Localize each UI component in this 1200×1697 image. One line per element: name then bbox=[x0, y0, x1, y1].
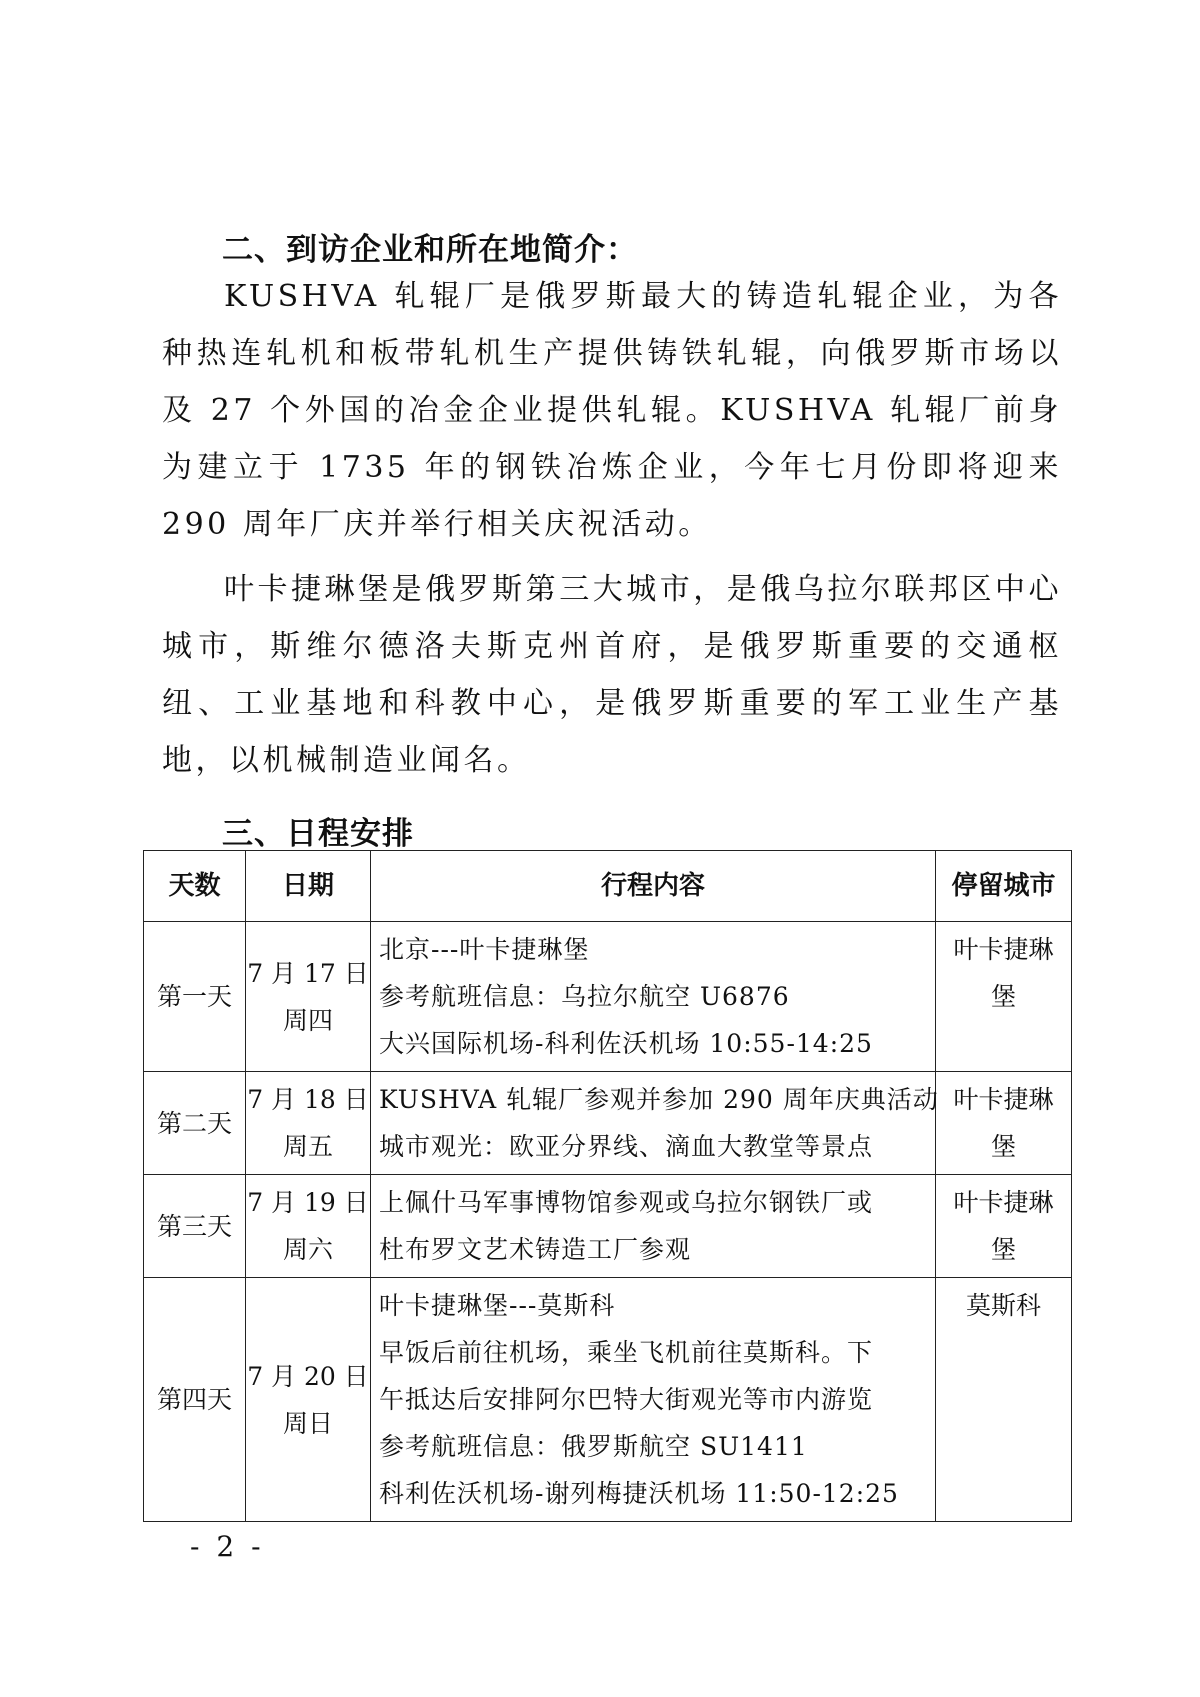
city-cell bbox=[936, 1072, 1072, 1175]
table-row bbox=[144, 922, 1072, 1072]
date-text: 7 月 17 日 bbox=[247, 958, 369, 988]
section-heading-schedule: 三、日程安排 bbox=[222, 816, 414, 852]
itinerary-line: 参考航班信息：俄罗斯航空 SU1411 bbox=[379, 1432, 808, 1461]
day-cell: 第一天 bbox=[144, 922, 246, 1072]
table-row bbox=[144, 1072, 1072, 1175]
weekday-text: 周五 bbox=[282, 1132, 333, 1161]
date-text: 7 月 19 日 bbox=[247, 1188, 369, 1217]
header-date: 日期 bbox=[246, 851, 371, 922]
itinerary-line: 城市观光：欧亚分界线、滴血大教堂等景点 bbox=[379, 1132, 874, 1161]
city-text: 莫斯科 bbox=[965, 1291, 1041, 1320]
paragraph-kushva: KUSHVA 轧辊厂是俄罗斯最大的铸造轧辊企业，为各种热连轧机和板带轧机生产提供铸铁轧辊，向俄罗斯市场以及 27 个外国的冶金企业提供轧辊。KUSHVA 轧辊厂前身为建立于 1735 年的钢铁冶炼企业，今年七月份即将迎来 290 周年厂庆并举行相关庆祝活动。 bbox=[162, 279, 1062, 542]
day-cell: 第四天 bbox=[144, 1278, 246, 1522]
city-text: 堡 bbox=[990, 1235, 1016, 1264]
city-text: 叶卡捷琳 bbox=[953, 935, 1054, 964]
itinerary-line: 科利佐沃机场-谢列梅捷沃机场 11:50-12:25 bbox=[379, 1479, 899, 1508]
itinerary-line: 叶卡捷琳堡---莫斯科 bbox=[379, 1291, 616, 1320]
page-number: - 2 - bbox=[190, 1530, 265, 1563]
table-row bbox=[144, 1278, 1072, 1522]
itinerary-line: 上佩什马军事博物馆参观或乌拉尔钢铁厂或 bbox=[379, 1188, 874, 1217]
schedule-table bbox=[143, 850, 1072, 1522]
header-itinerary: 行程内容 bbox=[371, 851, 936, 922]
date-cell bbox=[246, 922, 371, 1072]
date-cell bbox=[246, 1278, 371, 1522]
city-text: 叶卡捷琳 bbox=[953, 1085, 1054, 1114]
itinerary-cell bbox=[371, 1072, 939, 1175]
day-cell: 第二天 bbox=[144, 1072, 246, 1175]
weekday-text: 周六 bbox=[282, 1235, 333, 1264]
city-text: 堡 bbox=[990, 982, 1016, 1011]
itinerary-line: 午抵达后安排阿尔巴特大街观光等市内游览 bbox=[379, 1385, 874, 1414]
itinerary-cell bbox=[371, 922, 936, 1072]
section-heading-visit-intro: 二、到访企业和所在地简介： bbox=[222, 232, 638, 268]
city-text: 堡 bbox=[990, 1132, 1016, 1161]
itinerary-line: 北京---叶卡捷琳堡 bbox=[379, 935, 590, 964]
itinerary-line: KUSHVA 轧辊厂参观并参加 290 周年庆典活动 bbox=[379, 1085, 939, 1114]
day-cell: 第三天 bbox=[144, 1175, 246, 1278]
date-cell bbox=[246, 1072, 371, 1175]
city-cell bbox=[936, 1278, 1072, 1522]
city-cell bbox=[936, 1175, 1072, 1278]
table-header-row bbox=[144, 851, 1072, 922]
city-text: 叶卡捷琳 bbox=[953, 1188, 1054, 1217]
itinerary-cell bbox=[371, 1278, 936, 1522]
weekday-text: 周日 bbox=[282, 1408, 333, 1438]
itinerary-line: 早饭后前往机场，乘坐飞机前往莫斯科。下 bbox=[379, 1338, 874, 1367]
header-city: 停留城市 bbox=[936, 851, 1072, 922]
city-cell bbox=[936, 922, 1072, 1072]
table-row bbox=[144, 1175, 1072, 1278]
itinerary-line: 大兴国际机场-科利佐沃机场 10:55-14:25 bbox=[379, 1029, 873, 1058]
header-day: 天数 bbox=[144, 851, 246, 922]
itinerary-line: 参考航班信息：乌拉尔航空 U6876 bbox=[379, 982, 790, 1011]
weekday-text: 周四 bbox=[282, 1005, 333, 1035]
date-cell bbox=[246, 1175, 371, 1278]
itinerary-line: 杜布罗文艺术铸造工厂参观 bbox=[379, 1235, 692, 1264]
itinerary-cell bbox=[371, 1175, 936, 1278]
date-text: 7 月 20 日 bbox=[247, 1361, 369, 1391]
paragraph-yekaterinburg: 叶卡捷琳堡是俄罗斯第三大城市，是俄乌拉尔联邦区中心城市，斯维尔德洛夫斯克州首府，是俄罗斯重要的交通枢纽、工业基地和科教中心，是俄罗斯重要的军工业生产基地，以机械制造业闻名。 bbox=[162, 572, 1062, 778]
date-text: 7 月 18 日 bbox=[247, 1085, 369, 1114]
